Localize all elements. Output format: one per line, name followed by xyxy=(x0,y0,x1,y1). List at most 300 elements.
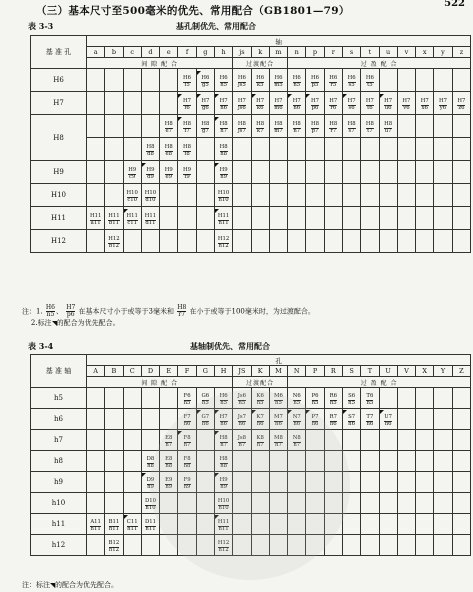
empty-cell xyxy=(288,472,306,493)
fit-fraction: $\frac{H8}{t7}$ xyxy=(365,120,374,134)
fit-cell xyxy=(361,388,379,409)
fit-cell xyxy=(141,184,159,207)
fit-cell xyxy=(342,69,360,92)
empty-cell xyxy=(434,430,452,451)
fit-cell xyxy=(452,92,471,115)
empty-cell xyxy=(361,184,379,207)
empty-cell xyxy=(324,207,342,230)
empty-cell xyxy=(123,115,141,138)
fit-fraction: $\frac{H6}{p5}$ xyxy=(311,74,320,88)
fit-fraction: $\frac{H7}{p6}$ xyxy=(311,97,320,111)
empty-cell xyxy=(434,535,452,556)
fit-cell xyxy=(196,69,214,92)
empty-cell xyxy=(87,69,105,92)
fit-cell xyxy=(178,69,196,92)
empty-cell xyxy=(452,430,471,451)
empty-cell xyxy=(87,92,105,115)
fit-fraction: $\frac{Js8}{h7}$ xyxy=(237,434,246,448)
empty-cell xyxy=(434,207,452,230)
empty-cell xyxy=(342,535,360,556)
empty-cell xyxy=(306,493,324,514)
empty-cell xyxy=(434,388,452,409)
empty-cell xyxy=(87,388,105,409)
fit-fraction: $\frac{H8}{f8}$ xyxy=(183,143,192,157)
fit-fraction: $\frac{F9}{h9}$ xyxy=(183,476,191,490)
empty-cell xyxy=(233,230,251,253)
empty-cell xyxy=(233,472,251,493)
empty-cell xyxy=(397,69,415,92)
fit-cell xyxy=(288,409,306,430)
fit-cell xyxy=(214,138,232,161)
fit-cell xyxy=(178,451,196,472)
empty-cell xyxy=(160,69,178,92)
fit-cell xyxy=(214,430,232,451)
empty-cell xyxy=(141,409,159,430)
column-header: f xyxy=(178,47,196,58)
fit-fraction: $\frac{E8}{h8}$ xyxy=(165,455,173,469)
fit-fraction: $\frac{H8}{g7}$ xyxy=(201,120,210,134)
fit-cell xyxy=(160,138,178,161)
fit-fraction: $\frac{H9}{h9}$ xyxy=(219,166,228,180)
fit-cell xyxy=(214,69,232,92)
fit-fraction: $\frac{H7}{s6}$ xyxy=(347,97,356,111)
empty-cell xyxy=(416,115,434,138)
empty-cell xyxy=(251,472,269,493)
fit-cell xyxy=(178,388,196,409)
column-header: Z xyxy=(452,366,471,377)
empty-cell xyxy=(233,161,251,184)
row-label: h12 xyxy=(31,535,87,556)
empty-cell xyxy=(342,184,360,207)
table2-note: 注：标注 的配合为优先配合。 xyxy=(22,581,118,589)
empty-cell xyxy=(379,514,397,535)
fit-fraction: $\frac{Js7}{h6}$ xyxy=(237,413,246,427)
column-header: e xyxy=(160,47,178,58)
empty-cell xyxy=(160,184,178,207)
empty-cell xyxy=(87,161,105,184)
empty-cell xyxy=(196,451,214,472)
empty-cell xyxy=(269,451,287,472)
fit-fraction: $\frac{H6}{n5}$ xyxy=(292,74,301,88)
fit-cell xyxy=(105,514,123,535)
column-header: P xyxy=(306,366,324,377)
empty-cell xyxy=(288,514,306,535)
empty-cell xyxy=(123,451,141,472)
empty-cell xyxy=(452,161,471,184)
empty-cell xyxy=(105,69,123,92)
empty-cell xyxy=(105,388,123,409)
empty-cell xyxy=(397,493,415,514)
empty-cell xyxy=(416,69,434,92)
column-header: a xyxy=(87,47,105,58)
fit-cell xyxy=(269,430,287,451)
empty-cell xyxy=(160,230,178,253)
empty-cell xyxy=(342,514,360,535)
empty-cell xyxy=(251,535,269,556)
fit-cell xyxy=(342,388,360,409)
fit-cell xyxy=(233,388,251,409)
base-header: 基 准 孔 xyxy=(31,36,87,69)
empty-cell xyxy=(306,161,324,184)
empty-cell xyxy=(434,69,452,92)
fit-cell xyxy=(214,230,232,253)
column-header: s xyxy=(342,47,360,58)
empty-cell xyxy=(160,409,178,430)
fit-cell xyxy=(141,514,159,535)
empty-cell xyxy=(342,493,360,514)
empty-cell xyxy=(397,161,415,184)
empty-cell xyxy=(361,535,379,556)
empty-cell xyxy=(397,409,415,430)
empty-cell xyxy=(233,184,251,207)
empty-cell xyxy=(397,535,415,556)
empty-cell xyxy=(416,514,434,535)
fit-fraction: $\frac{H8}{u7}$ xyxy=(384,120,393,134)
column-header: R xyxy=(324,366,342,377)
empty-cell xyxy=(251,514,269,535)
fit-fraction: $\frac{R6}{h5}$ xyxy=(329,392,337,406)
fit-cell xyxy=(306,388,324,409)
fit-fraction: $\frac{H8}{n7}$ xyxy=(292,120,301,134)
empty-cell xyxy=(434,472,452,493)
fit-fraction: $\frac{A11}{h11}$ xyxy=(90,518,101,532)
empty-cell xyxy=(324,472,342,493)
table-shaft-basis xyxy=(30,354,471,556)
empty-cell xyxy=(196,493,214,514)
fit-cell xyxy=(269,92,287,115)
empty-cell xyxy=(397,472,415,493)
column-header: c xyxy=(123,47,141,58)
fit-cell xyxy=(123,514,141,535)
fit-cell xyxy=(123,207,141,230)
fit-fraction: $\frac{H10}{d10}$ xyxy=(144,189,157,203)
fit-cell xyxy=(233,409,251,430)
fit-fraction: $\frac{K8}{h7}$ xyxy=(256,434,264,448)
fit-fraction: $\frac{M7}{h6}$ xyxy=(274,413,283,427)
empty-cell xyxy=(87,138,105,161)
fit-fraction: $\frac{M6}{h5}$ xyxy=(274,392,283,406)
empty-cell xyxy=(379,493,397,514)
empty-cell xyxy=(452,514,471,535)
empty-cell xyxy=(434,451,452,472)
fit-fraction: $\frac{H8}{js7}$ xyxy=(237,120,246,134)
fit-fraction: $\frac{H11}{h11}$ xyxy=(217,518,230,532)
fit-cell xyxy=(251,388,269,409)
fit-cell xyxy=(269,69,287,92)
empty-cell xyxy=(105,409,123,430)
fit-fraction: $\frac{T7}{h6}$ xyxy=(366,413,374,427)
empty-cell xyxy=(269,184,287,207)
fit-cell xyxy=(214,184,232,207)
fit-cell xyxy=(214,472,232,493)
empty-cell xyxy=(123,69,141,92)
empty-cell xyxy=(196,230,214,253)
empty-cell xyxy=(379,230,397,253)
fit-cell xyxy=(87,207,105,230)
column-header: T xyxy=(361,366,379,377)
empty-cell xyxy=(416,409,434,430)
empty-cell xyxy=(452,184,471,207)
empty-cell xyxy=(306,514,324,535)
fit-fraction: $\frac{H6}{h5}$ xyxy=(219,74,228,88)
fit-fraction: $\frac{H8}{d8}$ xyxy=(146,143,155,157)
empty-cell xyxy=(196,138,214,161)
fit-cell xyxy=(141,207,159,230)
fit-fraction: $\frac{H7}{f6}$ xyxy=(183,97,192,111)
fit-cell xyxy=(269,388,287,409)
empty-cell xyxy=(379,138,397,161)
empty-cell xyxy=(269,138,287,161)
fit-cell xyxy=(251,430,269,451)
empty-cell xyxy=(379,430,397,451)
fit-fraction: $\frac{H6}{s5}$ xyxy=(347,74,356,88)
empty-cell xyxy=(178,207,196,230)
empty-cell xyxy=(87,451,105,472)
column-header: js xyxy=(233,47,251,58)
empty-cell xyxy=(416,138,434,161)
empty-cell xyxy=(306,430,324,451)
empty-cell xyxy=(324,451,342,472)
fit-cell xyxy=(123,184,141,207)
empty-cell xyxy=(87,472,105,493)
empty-cell xyxy=(160,514,178,535)
column-header: V xyxy=(397,366,415,377)
column-header: v xyxy=(397,47,415,58)
empty-cell xyxy=(196,535,214,556)
fit-fraction: $\frac{S7}{h6}$ xyxy=(348,413,356,427)
empty-cell xyxy=(397,388,415,409)
empty-cell xyxy=(87,115,105,138)
table1-caption: 基孔制优先、常用配合 xyxy=(176,21,256,31)
fit-cell xyxy=(288,92,306,115)
fit-cell xyxy=(214,388,232,409)
table2-label: 表 3-4 xyxy=(28,341,54,351)
empty-cell xyxy=(434,514,452,535)
fit-cell xyxy=(214,451,232,472)
fit-fraction: $\frac{H7}{js6}$ xyxy=(237,97,246,111)
fit-cell xyxy=(160,115,178,138)
row-label: h10 xyxy=(31,493,87,514)
empty-cell xyxy=(306,535,324,556)
column-header: x xyxy=(416,47,434,58)
empty-cell xyxy=(379,535,397,556)
empty-cell xyxy=(452,451,471,472)
column-header: p xyxy=(306,47,324,58)
empty-cell xyxy=(434,493,452,514)
empty-cell xyxy=(416,161,434,184)
empty-cell xyxy=(434,409,452,430)
fit-cell xyxy=(160,472,178,493)
empty-cell xyxy=(87,230,105,253)
empty-cell xyxy=(105,92,123,115)
empty-cell xyxy=(397,184,415,207)
fit-cell xyxy=(141,493,159,514)
empty-cell xyxy=(160,207,178,230)
column-header: d xyxy=(141,47,159,58)
empty-cell xyxy=(141,92,159,115)
fit-cell xyxy=(160,430,178,451)
empty-cell xyxy=(452,493,471,514)
column-header: m xyxy=(269,47,287,58)
empty-cell xyxy=(306,207,324,230)
fit-cell xyxy=(306,409,324,430)
fit-cell xyxy=(288,388,306,409)
column-header: K xyxy=(251,366,269,377)
fit-fraction: $\frac{D9}{h9}$ xyxy=(146,476,155,490)
fit-fraction: $\frac{H6}{m5}$ xyxy=(274,74,283,88)
column-header: k xyxy=(251,47,269,58)
table1-label: 表 3-3 xyxy=(28,21,54,31)
fit-fraction: $\frac{H7}{x6}$ xyxy=(420,97,429,111)
column-header: Y xyxy=(434,366,452,377)
empty-cell xyxy=(288,230,306,253)
empty-cell xyxy=(105,430,123,451)
empty-cell xyxy=(397,115,415,138)
table-hole-basis xyxy=(30,35,471,253)
empty-cell xyxy=(233,451,251,472)
fit-fraction: $\frac{H11}{b11}$ xyxy=(108,212,120,226)
fit-fraction: $\frac{H10}{c10}$ xyxy=(126,189,138,203)
axis-header: 轴 xyxy=(87,36,471,47)
fit-cell xyxy=(361,409,379,430)
fit-cell xyxy=(196,92,214,115)
empty-cell xyxy=(123,430,141,451)
fit-fraction: $\frac{H8}{k7}$ xyxy=(256,120,265,134)
empty-cell xyxy=(434,230,452,253)
fit-cell xyxy=(416,92,434,115)
fit-cell xyxy=(324,92,342,115)
fit-fraction: $\frac{G6}{h5}$ xyxy=(201,392,210,406)
empty-cell xyxy=(269,472,287,493)
empty-cell xyxy=(196,514,214,535)
empty-cell xyxy=(123,535,141,556)
empty-cell xyxy=(196,430,214,451)
fit-fraction: $\frac{H8}{p7}$ xyxy=(311,120,320,134)
empty-cell xyxy=(87,535,105,556)
fit-cell xyxy=(178,472,196,493)
empty-cell xyxy=(269,493,287,514)
page-number: 522 xyxy=(444,0,465,9)
fit-cell xyxy=(105,207,123,230)
empty-cell xyxy=(416,472,434,493)
empty-cell xyxy=(379,184,397,207)
fit-cell xyxy=(178,430,196,451)
fit-cell xyxy=(306,92,324,115)
empty-cell xyxy=(269,161,287,184)
empty-cell xyxy=(379,472,397,493)
row-label: H7 xyxy=(31,92,87,115)
empty-cell xyxy=(87,493,105,514)
row-label: h6 xyxy=(31,409,87,430)
column-header: E xyxy=(160,366,178,377)
empty-cell xyxy=(434,138,452,161)
empty-cell xyxy=(306,230,324,253)
fit-fraction: $\frac{H9}{h9}$ xyxy=(219,476,228,490)
empty-cell xyxy=(141,230,159,253)
empty-cell xyxy=(324,535,342,556)
fit-fraction: $\frac{H8}{h8}$ xyxy=(219,455,228,469)
empty-cell xyxy=(397,230,415,253)
column-header: g xyxy=(196,47,214,58)
empty-cell xyxy=(361,230,379,253)
empty-cell xyxy=(324,184,342,207)
empty-cell xyxy=(324,138,342,161)
empty-cell xyxy=(123,409,141,430)
fit-fraction: $\frac{C11}{h11}$ xyxy=(126,518,138,532)
empty-cell xyxy=(452,69,471,92)
empty-cell xyxy=(361,451,379,472)
empty-cell xyxy=(397,138,415,161)
empty-cell xyxy=(324,430,342,451)
empty-cell xyxy=(452,388,471,409)
fit-cell xyxy=(214,207,232,230)
row-label: h7 xyxy=(31,430,87,451)
empty-cell xyxy=(397,430,415,451)
fit-fraction: $\frac{H7}{u6}$ xyxy=(384,97,393,111)
empty-cell xyxy=(416,184,434,207)
fit-cell xyxy=(178,409,196,430)
empty-cell xyxy=(141,69,159,92)
group-interference: 过 盈 配 合 xyxy=(288,58,471,69)
empty-cell xyxy=(452,230,471,253)
empty-cell xyxy=(178,514,196,535)
fit-fraction: $\frac{H10}{h10}$ xyxy=(217,497,230,511)
empty-cell xyxy=(361,161,379,184)
section-title: （三）基本尺寸至500毫米的优先、常用配合（GB1801—79） xyxy=(36,5,350,17)
fit-cell xyxy=(87,514,105,535)
empty-cell xyxy=(269,230,287,253)
fit-cell xyxy=(342,115,360,138)
empty-cell xyxy=(342,207,360,230)
empty-cell xyxy=(251,161,269,184)
fit-fraction: $\frac{F7}{h6}$ xyxy=(183,413,191,427)
empty-cell xyxy=(233,207,251,230)
fit-fraction: $\frac{S6}{h5}$ xyxy=(348,392,356,406)
fit-fraction: $\frac{H6}{k5}$ xyxy=(256,74,265,88)
fit-fraction: $\frac{N8}{h7}$ xyxy=(292,434,301,448)
empty-cell xyxy=(233,514,251,535)
fit-cell xyxy=(141,161,159,184)
fit-fraction: $\frac{H7}{k6}$ xyxy=(256,97,265,111)
empty-cell xyxy=(123,230,141,253)
column-header: b xyxy=(105,47,123,58)
fit-fraction: $\frac{F6}{h5}$ xyxy=(183,392,191,406)
fit-fraction: $\frac{N6}{h5}$ xyxy=(292,392,301,406)
fit-fraction: $\frac{N7}{h6}$ xyxy=(292,413,301,427)
empty-cell xyxy=(416,451,434,472)
empty-cell xyxy=(233,535,251,556)
column-header: n xyxy=(288,47,306,58)
fit-fraction: $\frac{B12}{h12}$ xyxy=(108,539,120,553)
fit-fraction: $\frac{B11}{h11}$ xyxy=(108,518,120,532)
empty-cell xyxy=(379,207,397,230)
empty-cell xyxy=(251,493,269,514)
empty-cell xyxy=(288,207,306,230)
empty-cell xyxy=(416,207,434,230)
fit-fraction: $\frac{E9}{h9}$ xyxy=(165,476,173,490)
empty-cell xyxy=(105,184,123,207)
empty-cell xyxy=(416,535,434,556)
fit-fraction: $\frac{H8}{e8}$ xyxy=(164,143,173,157)
column-header: N xyxy=(288,366,306,377)
fit-cell xyxy=(324,409,342,430)
fit-fraction: $\frac{H9}{c9}$ xyxy=(128,166,137,180)
row-label: h8 xyxy=(31,451,87,472)
column-header: B xyxy=(105,366,123,377)
empty-cell xyxy=(105,138,123,161)
empty-cell xyxy=(342,161,360,184)
base-header: 基 准 轴 xyxy=(31,355,87,388)
